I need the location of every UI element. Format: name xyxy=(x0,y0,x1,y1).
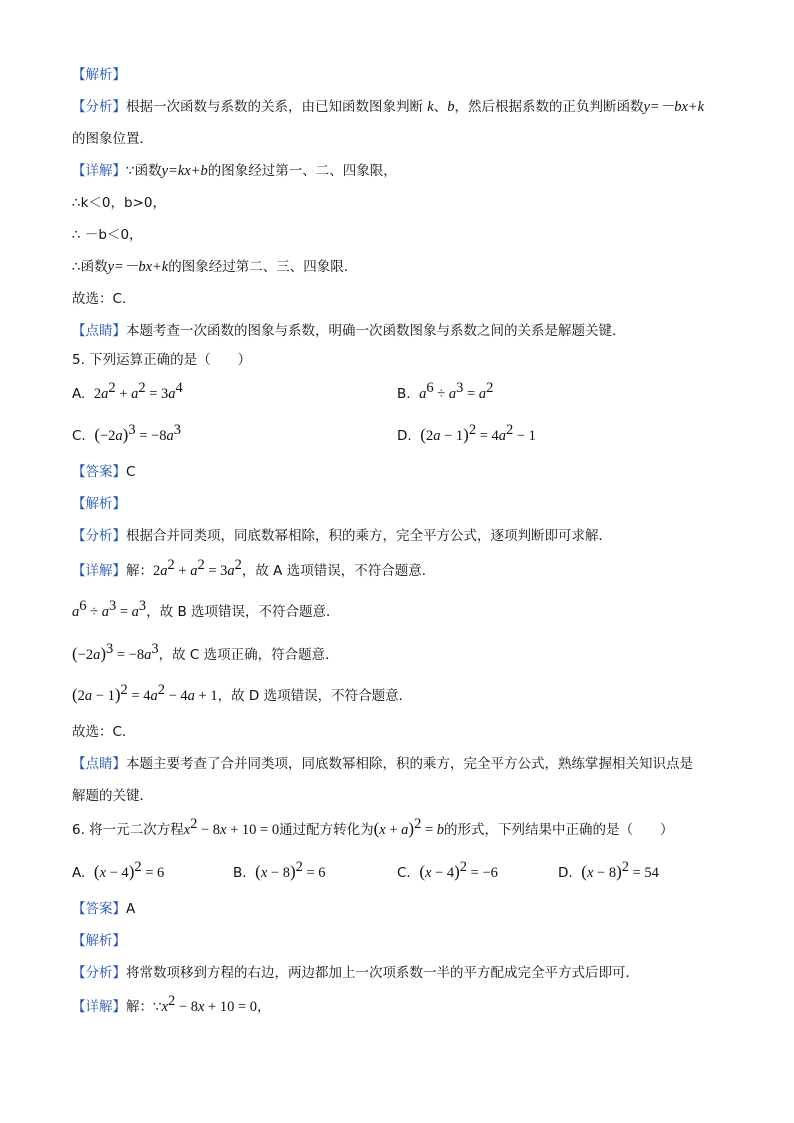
section-label-analysis: 【解析】 xyxy=(72,67,126,83)
q5-detail-line-2: $a^6 \div a^3 = a^3$，故 B 选项错误，不符合题意． xyxy=(72,598,340,620)
q5-option-b: B. $a^6 \div a^3 = a^2$ xyxy=(397,380,494,402)
q4-analysis-line: 【分析】根据一次函数与系数的关系，由已知函数图象判断 k、b，然后根据系数的正负判断函数y=－bx+k xyxy=(72,99,705,115)
q6-option-b: B. $(x - 8)^2 = 6$ xyxy=(233,859,326,881)
q6-stem: 6. 将一元二次方程$x^2 - 8x + 10 = 0$通过配方转化为$(x + a)^2 = b$的形式，下列结果中正确的是（ ） xyxy=(72,816,674,838)
q5-option-d: D. $(2a - 1)^2 = 4a^2 - 1$ xyxy=(397,422,536,444)
q6-options-row xyxy=(0,859,794,885)
q4-detail-line-4: ∴函数y=－bx+k的图象经过第二、三、四象限． xyxy=(72,259,358,275)
q6-section-label-analysis: 【解析】 xyxy=(72,933,126,949)
q6-option-a: A. $(x - 4)^2 = 6$ xyxy=(72,859,165,881)
q5-option-c: C. $(-2a)^3 = -8a^3$ xyxy=(72,422,181,444)
q5-options-row-1 xyxy=(0,380,794,407)
q4-choice: 故选：C． xyxy=(72,291,136,307)
q5-detail-line-3: $(-2a)^3 = -8a^3$，故 C 选项正确，符合题意． xyxy=(72,641,339,663)
q5-choice: 故选：C． xyxy=(72,724,136,740)
q5-comment-line-1: 【点睛】本题主要考查了合并同类项，同底数幂相除，积的乘方，完全平方公式，熟练掌握相关知识点是 xyxy=(72,756,693,772)
q6-option-d: D. $(x - 8)^2 = 54$ xyxy=(558,859,659,881)
q5-detail-line-1: 【详解】解：$2a^2 + a^2 = 3a^2$，故 A 选项错误，不符合题意． xyxy=(72,557,436,579)
q5-answer: 【答案】C xyxy=(72,464,136,480)
q4-comment: 【点睛】本题考查一次函数的图象与系数，明确一次函数图象与系数之间的关系是解题关键． xyxy=(72,323,626,339)
q6-answer: 【答案】A xyxy=(72,901,136,917)
q5-detail-line-4: $(2a - 1)^2 = 4a^2 - 4a + 1$，故 D 选项错误，不符合题意． xyxy=(72,682,413,704)
q5-section-label-analysis: 【解析】 xyxy=(72,496,126,512)
q5-options-row-2 xyxy=(0,422,794,448)
q5-comment-line-2: 解题的关键． xyxy=(72,788,153,804)
q6-detail-line-1: 【详解】解：$\because x^2 - 8x + 10 = 0$， xyxy=(72,993,271,1015)
q4-detail-line-2: ∴k＜0，b>0， xyxy=(72,195,166,211)
q4-detail-line-3: ∴ －b＜0， xyxy=(72,227,143,243)
q5-analysis: 【分析】根据合并同类项，同底数幂相除，积的乘方，完全平方公式，逐项判断即可求解． xyxy=(72,528,612,544)
q4-analysis-line-2: 的图象位置． xyxy=(72,131,153,147)
q6-option-c: C. $(x - 4)^2 = -6$ xyxy=(397,859,498,881)
q5-option-a: A. $2a^2 + a^2 = 3a^4$ xyxy=(72,380,183,402)
q6-analysis: 【分析】将常数项移到方程的右边，两边都加上一次项系数一半的平方配成完全平方式后即可． xyxy=(72,965,639,981)
q4-detail-line-1: 【详解】∵函数y=kx+b的图象经过第一、二、四象限， xyxy=(72,163,397,179)
q5-stem: 5. 下列运算正确的是（ ） xyxy=(72,352,252,368)
